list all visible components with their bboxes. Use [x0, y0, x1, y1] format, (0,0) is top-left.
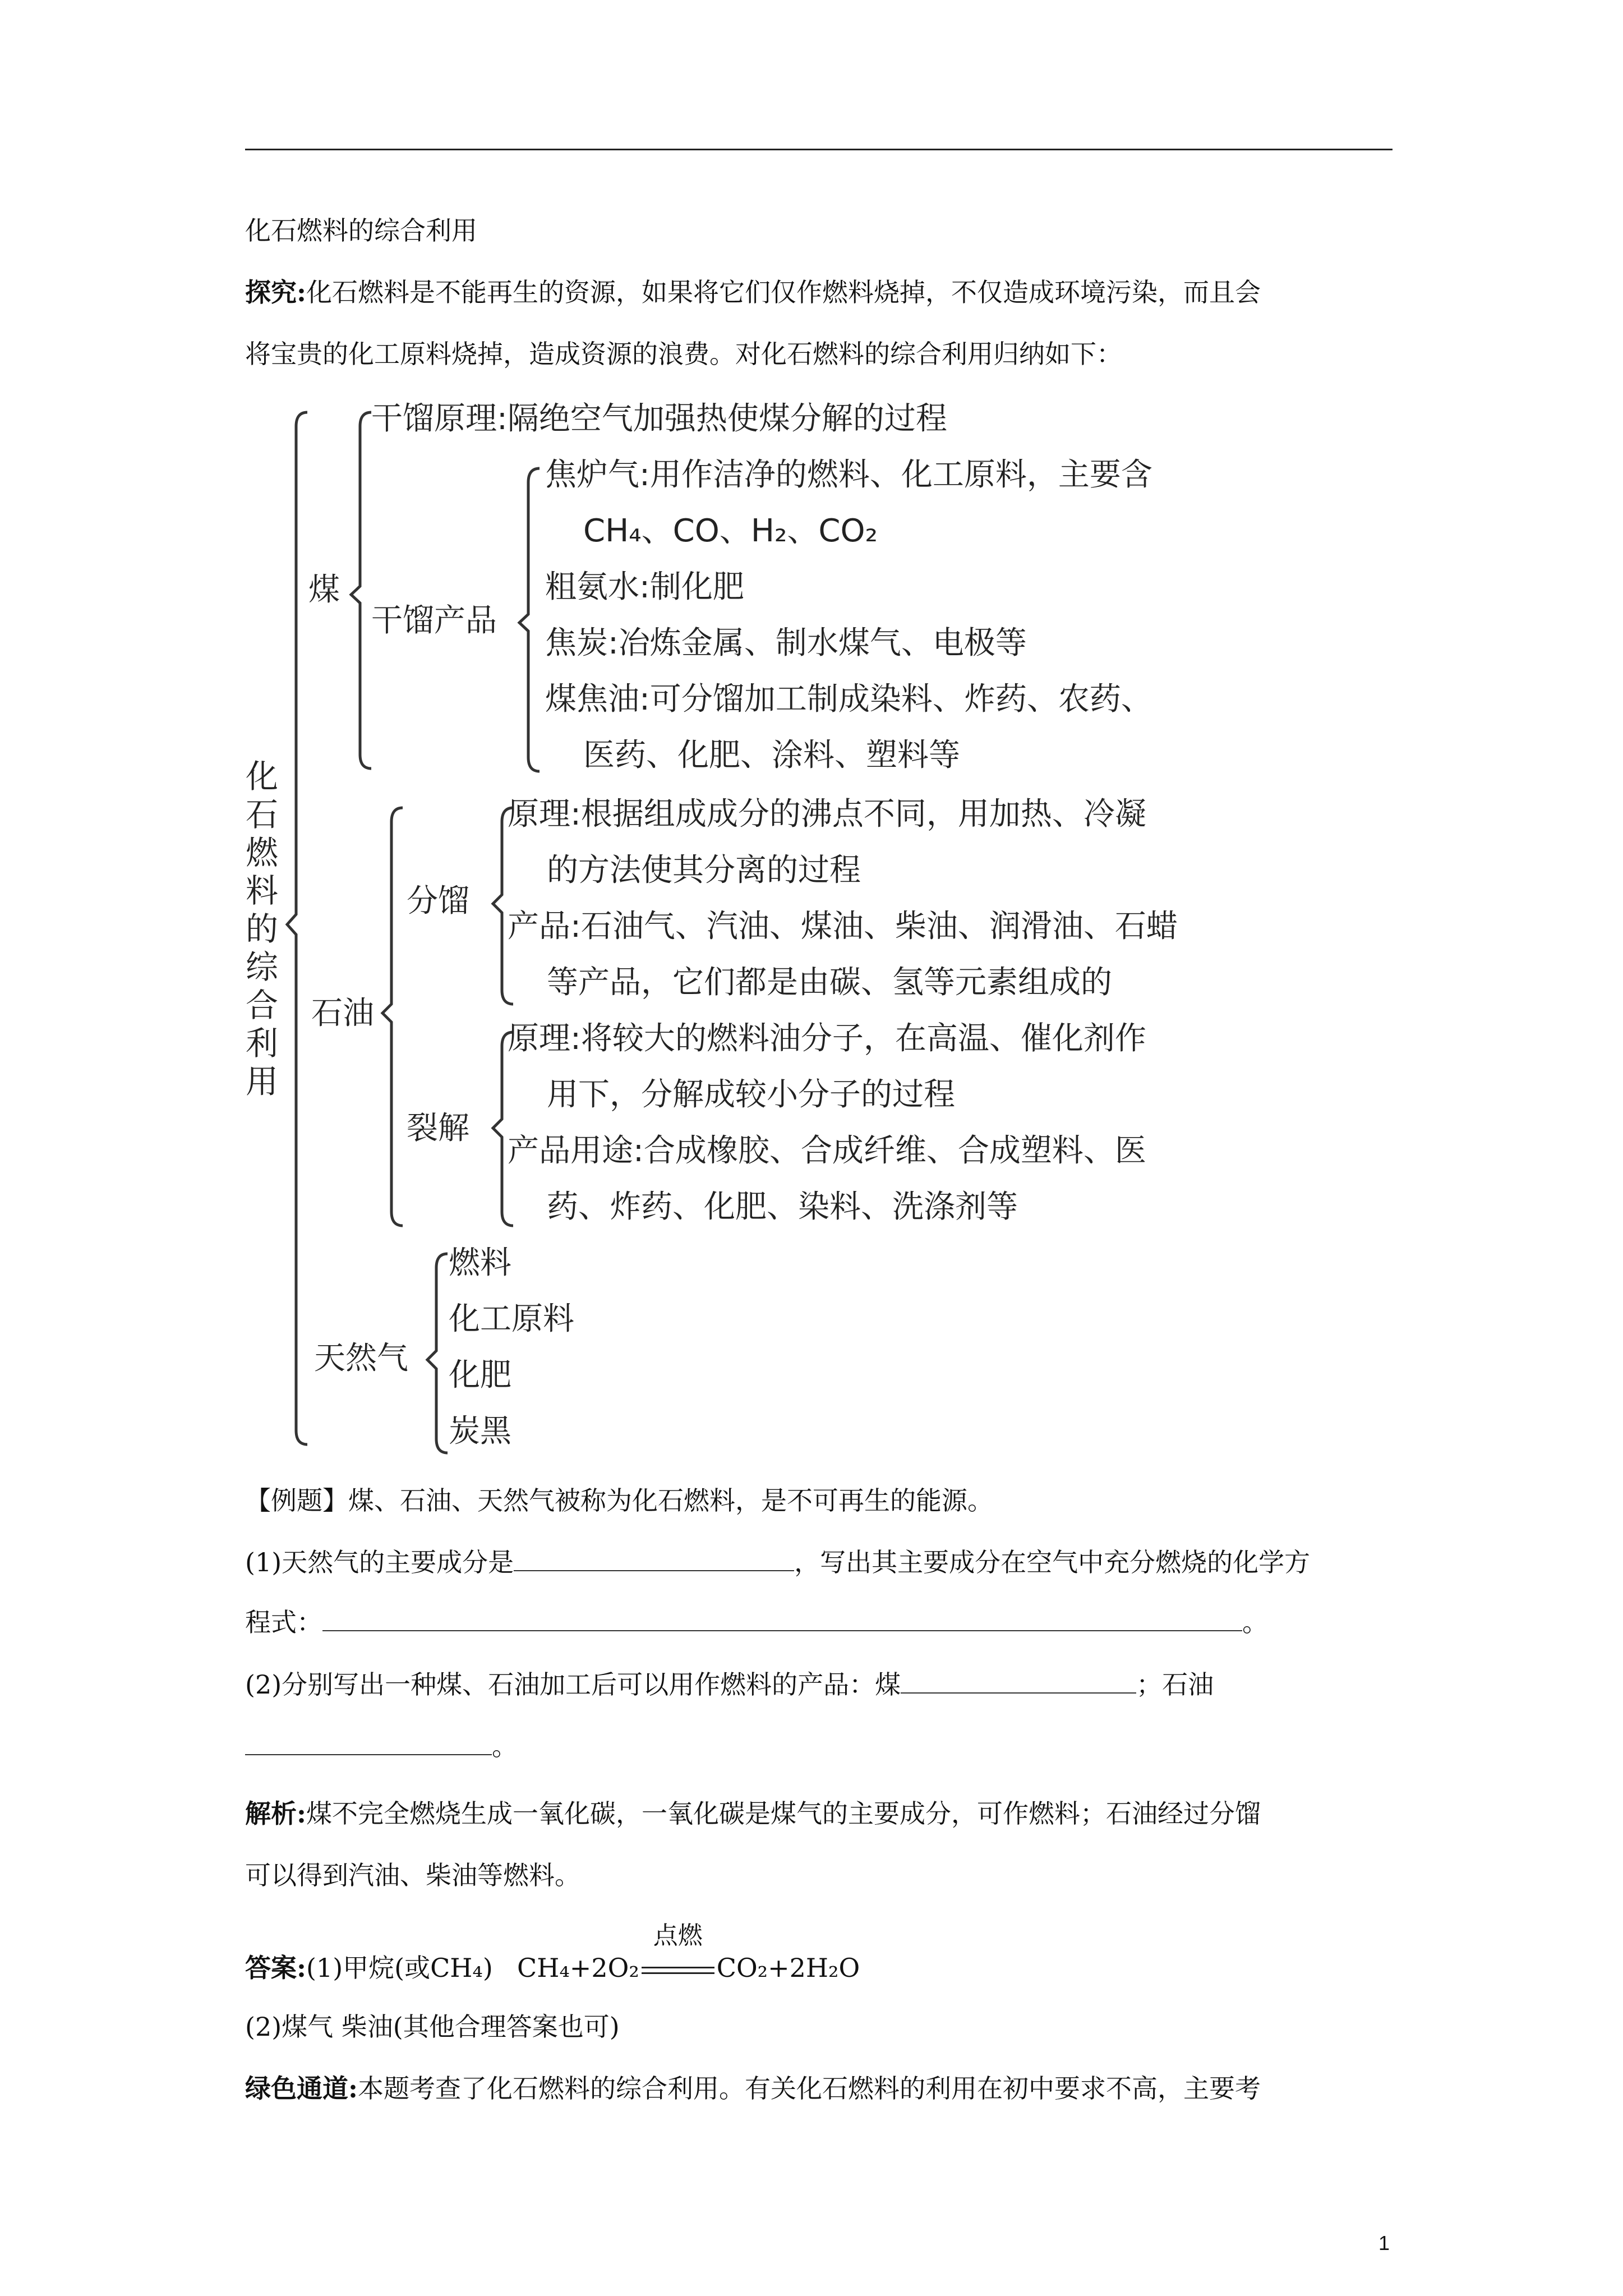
coal-product-item: 医药、化肥、涂料、塑料等	[583, 737, 960, 774]
cracking-item: 用下，分解成较小分子的过程	[547, 1076, 955, 1113]
page-number: 1	[1378, 2231, 1390, 2254]
question-1-text-b: ，写出其主要成分在空气中充分燃烧的化学方	[794, 1547, 1311, 1577]
intro-line2: 将宝贵的化工原料烧掉，造成资源的浪费。对化石燃料的综合利用归纳如下：	[245, 339, 1122, 369]
coal-product-item: 粗氨水:制化肥	[545, 569, 744, 605]
section-title: 化石燃料的综合利用	[245, 215, 477, 246]
answer-line	[245, 1921, 860, 1985]
cracking-item: 药、炸药、化肥、染料、洗涤剂等	[547, 1189, 1018, 1225]
gas-label: 天然气	[314, 1340, 408, 1377]
cracking-label: 裂解	[407, 1110, 469, 1147]
answer-blank[interactable]	[514, 1545, 794, 1571]
analysis-line2: 可以得到汽油、柴油等燃料。	[245, 1860, 580, 1890]
question-1	[245, 1545, 1310, 1579]
answer-part2: (2)煤气 柴油(其他合理答案也可)	[245, 2012, 620, 2042]
question-2-end: 。	[492, 1731, 518, 1761]
fractionation-label: 分馏	[407, 883, 469, 919]
answer-blank[interactable]	[245, 1729, 492, 1755]
question-2-continued	[245, 1729, 518, 1763]
green-channel-paragraph	[245, 2072, 1261, 2105]
intro-label: 探究:	[245, 277, 306, 307]
coal-principle: 干馏原理:隔绝空气加强热使煤分解的过程	[371, 401, 947, 437]
fractionation-item: 等产品，它们都是由碳、氢等元素组成的	[547, 964, 1112, 1001]
analysis-label: 解析:	[245, 1798, 306, 1829]
answer-part1: (1)甲烷(或CH₄)	[306, 1953, 493, 1983]
coal-product-item: 煤焦油:可分馏加工制成染料、炸药、农药、	[545, 681, 1152, 717]
gas-item: 化肥	[449, 1357, 511, 1393]
fractionation-item: 产品:石油气、汽油、煤油、柴油、润滑油、石蜡	[508, 908, 1178, 945]
diagram-root-label: 化石燃料的综合利用	[245, 757, 278, 1101]
coal-product-item: 焦炭:冶炼金属、制水煤气、电极等	[545, 625, 1027, 661]
coal-label: 煤	[308, 572, 340, 608]
coal-product-item: CH₄、CO、H₂、CO₂	[583, 513, 878, 549]
equation-lhs: CH₄+2O₂	[517, 1953, 639, 1983]
question-1-end: 。	[1242, 1607, 1268, 1637]
answer-blank[interactable]	[322, 1605, 1242, 1631]
question-2	[245, 1668, 1214, 1701]
green-channel-label: 绿色通道:	[245, 2073, 358, 2104]
cracking-item: 原理:将较大的燃料油分子，在高温、催化剂作	[508, 1020, 1146, 1057]
analysis-line1: 煤不完全燃烧生成一氧化碳，一氧化碳是煤气的主要成分，可作燃料；石油经过分馏	[306, 1798, 1261, 1829]
analysis-paragraph	[245, 1797, 1261, 1830]
example-intro	[245, 1484, 993, 1517]
example-text: 煤、石油、天然气被称为化石燃料，是不可再生的能源。	[348, 1485, 993, 1516]
equation-rhs: CO₂+2H₂O	[716, 1953, 860, 1983]
question-2-text: (2)分别写出一种煤、石油加工后可以用作燃料的产品：煤	[245, 1669, 901, 1700]
reaction-condition: 点燃	[653, 1921, 703, 1950]
question-1-text-c: 程式：	[245, 1607, 322, 1637]
fractionation-item: 的方法使其分离的过程	[547, 852, 861, 889]
answer-label: 答案:	[245, 1953, 306, 1983]
cracking-item: 产品用途:合成橡胶、合成纤维、合成塑料、医	[508, 1133, 1146, 1169]
gas-item: 化工原料	[449, 1301, 574, 1337]
reaction-arrow	[642, 1921, 714, 1985]
oil-label: 石油	[311, 995, 374, 1032]
example-label: 【例题】	[245, 1485, 348, 1516]
coal-products-label: 干馏产品	[371, 602, 497, 639]
coal-product-item: 焦炉气:用作洁净的燃料、化工原料，主要含	[545, 457, 1152, 493]
green-channel-text: 本题考查了化石燃料的综合利用。有关化石燃料的利用在初中要求不高，主要考	[357, 2073, 1261, 2104]
question-2-text-b: ；石油	[1136, 1669, 1214, 1700]
gas-item: 燃料	[449, 1245, 511, 1281]
gas-item: 炭黑	[449, 1413, 511, 1450]
intro-line1: 化石燃料是不能再生的资源，如果将它们仅作燃料烧掉，不仅造成环境污染，而且会	[306, 277, 1261, 307]
question-1-text: (1)天然气的主要成分是	[245, 1547, 514, 1577]
question-1-continued	[245, 1605, 1268, 1639]
answer-blank[interactable]	[901, 1668, 1136, 1694]
fractionation-item: 原理:根据组成成分的沸点不同，用加热、冷凝	[508, 796, 1146, 832]
